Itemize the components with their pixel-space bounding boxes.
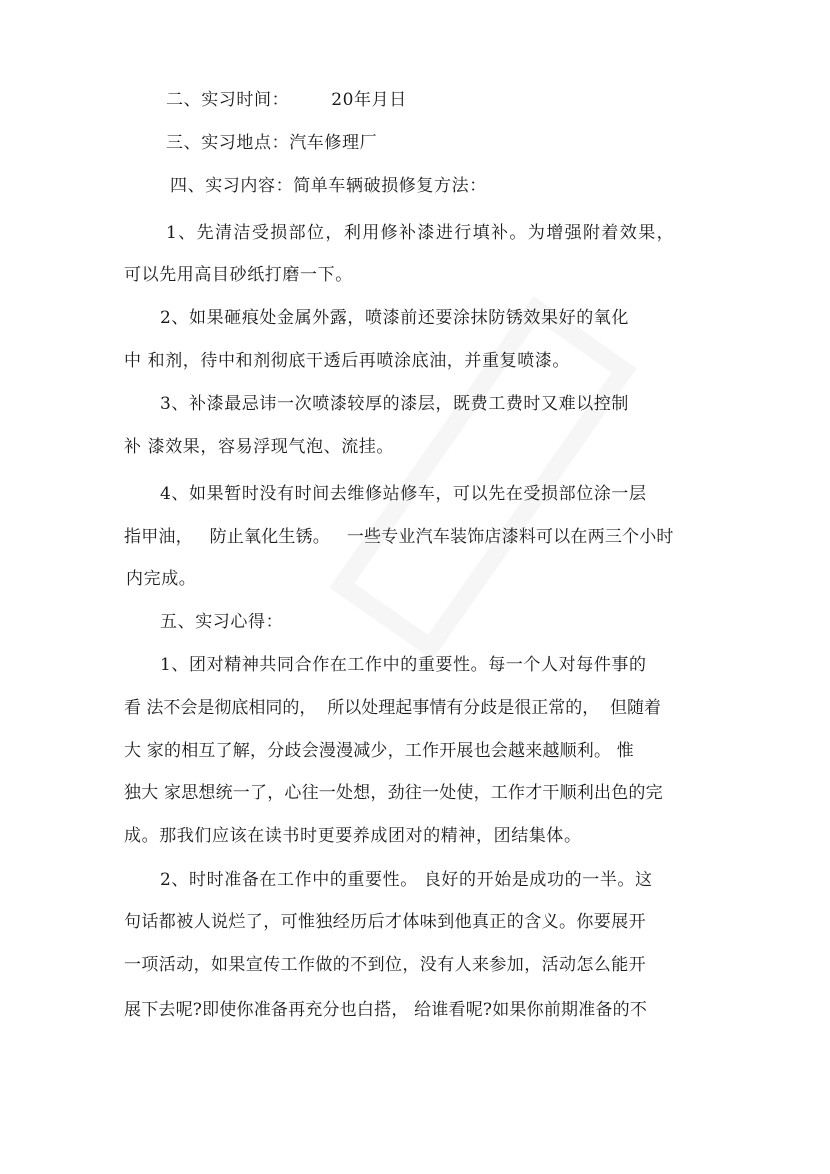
paragraph-line: 大 家的相互了解，分歧会漫漫减少，工作开展也会越来越顺利。 惟	[124, 741, 635, 761]
section-internship-content: 四、实习内容：简单车辆破损修复方法：	[170, 176, 487, 196]
paragraph-line: 展下去呢?即使你准备再充分也白搭， 给谁看呢?如果你前期准备的不	[124, 1000, 648, 1020]
paragraph-line: 句话都被人说烂了，可惟独经历后才体味到他真正的含义。你要展开	[124, 912, 646, 932]
paragraph-line: 独大 家思想统一了，心往一处想，劲往一处使，工作才干顺利出色的完	[124, 783, 663, 803]
section-internship-time: 二、实习时间： 20年月日	[166, 90, 407, 110]
paragraph-line: 中 和剂，待中和剂彻底干透后再喷涂底油，并重复喷漆。	[124, 351, 571, 371]
paragraph-line: 内完成。	[126, 569, 197, 589]
paragraph-line: 1、团对精神共同合作在工作中的重要性。每一个人对每件事的	[160, 655, 647, 675]
section-internship-reflections: 五、实习心得：	[160, 612, 284, 632]
paragraph-line: 成。那我们应该在读书时更要养成团对的精神，团结集体。	[124, 826, 582, 846]
paragraph-line: 一项活动，如果宣传工作做的不到位，没有人来参加，活动怎么能开	[124, 955, 646, 975]
paragraph-line: 指甲油， 防止氧化生锈。 一些专业汽车装饰店漆料可以在两三个小时	[124, 527, 674, 547]
paragraph-line: 2、时时准备在工作中的重要性。 良好的开始是成功的一半。这	[160, 870, 653, 890]
paragraph-line: 3、补漆最忌讳一次喷漆较厚的漆层，既费工费时又难以控制	[160, 394, 630, 414]
paragraph-line: 看 法不会是彻底相同的， 所以处理起事情有分歧是很正常的， 但随着	[124, 698, 662, 718]
paragraph-line: 4、如果暂时没有时间去维修站修车，可以先在受损部位涂一层	[160, 484, 647, 504]
paragraph-line: 2、如果砸痕处金属外露，喷漆前还要涂抹防锈效果好的氧化	[160, 308, 630, 328]
section-internship-location: 三、实习地点：汽车修理厂	[166, 133, 378, 153]
paragraph-line: 可以先用高目砂纸打磨一下。	[124, 265, 353, 285]
paragraph-line: 1、先清洁受损部位，利用修补漆进行填补。为增强附着效果，	[166, 223, 676, 243]
paragraph-line: 补 漆效果，容易浮现气泡、流挂。	[124, 437, 395, 457]
